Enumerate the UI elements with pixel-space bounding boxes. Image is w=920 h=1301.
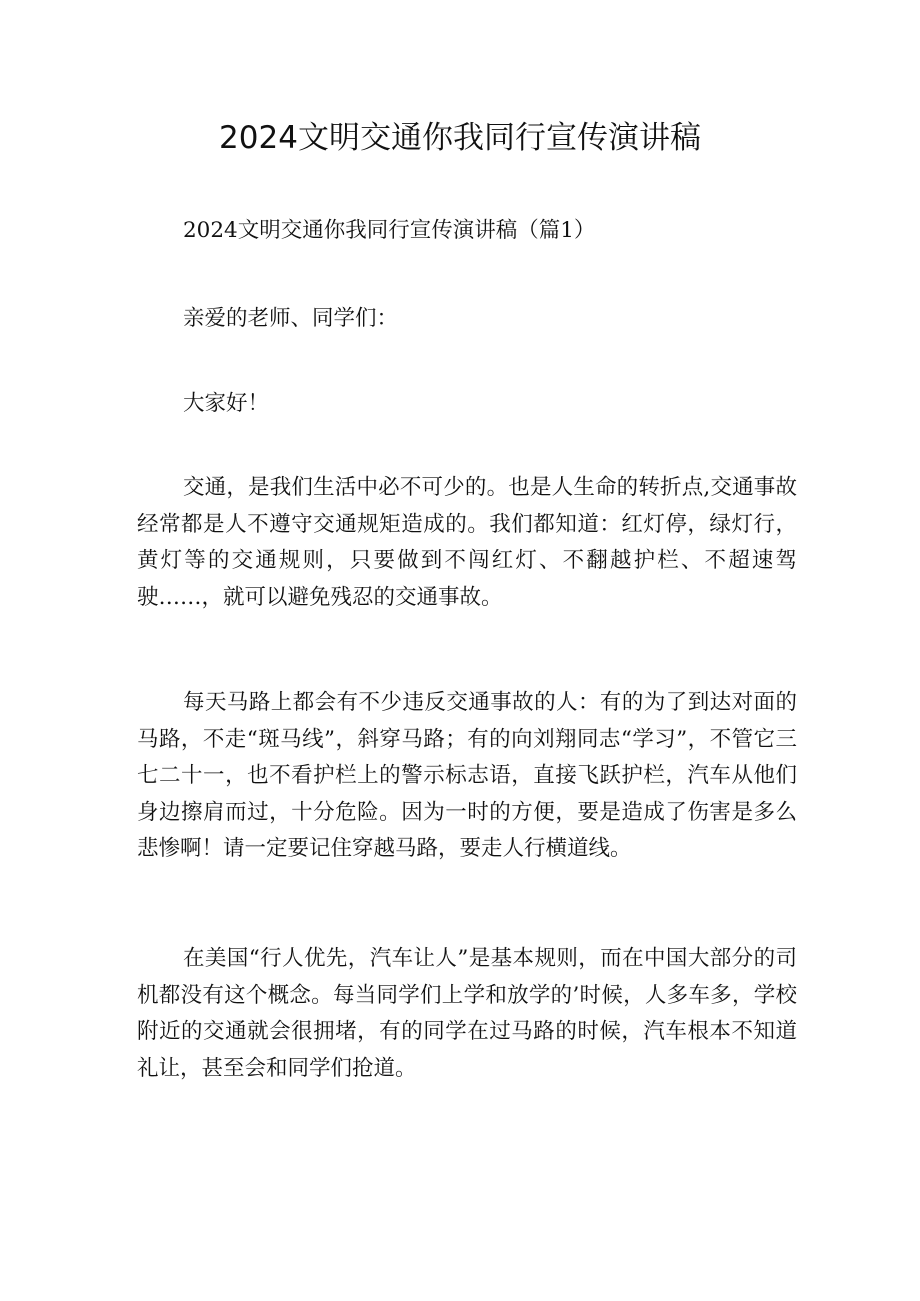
body-paragraph: 每天马路上都会有不少违反交通事故的人：有的为了到达对面的马路，不走“斑马线”，斜穿马路；有的向刘翔同志“学习”，不管它三七二十一，也不看护栏上的警示标志语，直接飞跃护栏，汽车从他们身边擦肩而过，十分危险。因为一时的方便，要是造成了伤害是多么悲惨啊！请一定要记住穿越马路，要走人行横道线。 [137, 690, 797, 861]
greeting: 大家好！ [183, 391, 270, 416]
page-title: 2024文明交通你我同行宣传演讲稿 [219, 120, 701, 156]
salutation: 亲爱的老师、同学们： [183, 306, 399, 331]
body-paragraph: 交通，是我们生活中必不可少的。也是人生命的转折点,交通事故经常都是人不遵守交通规矩造成的。我们都知道：红灯停，绿灯行，黄灯等的交通规则，只要做到不闯红灯、不翻越护栏、不超速驾驶……，就可以避免残忍的交通事故。 [137, 475, 797, 610]
section-subtitle: 2024文明交通你我同行宣传演讲稿（篇1） [183, 218, 596, 243]
body-paragraph: 在美国“行人优先，汽车让人”是基本规则，而在中国大部分的司机都没有这个概念。每当同学们上学和放学的’时候，人多车多，学校附近的交通就会很拥堵，有的同学在过马路的时候，汽车根本不知道礼让，甚至会和同学们抢道。 [137, 946, 797, 1081]
